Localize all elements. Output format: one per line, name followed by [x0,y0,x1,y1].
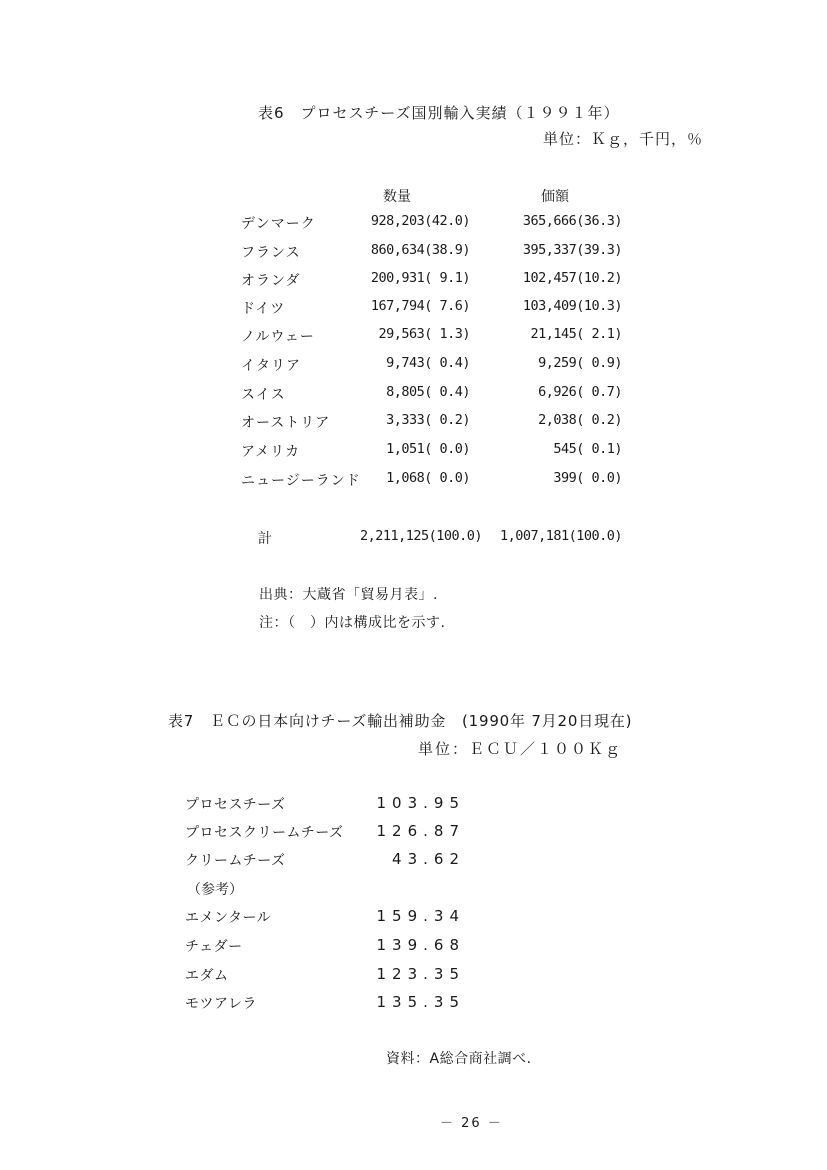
subsidy-value: 123.35 [376,965,465,983]
table-row [0,270,827,294]
quantity-cell: 3,333( 0.2) [386,412,470,428]
table-row [0,794,827,822]
table-row [0,384,827,408]
country-name: ニュージーランド [241,473,361,489]
reference-label: （参考） [187,882,243,898]
table6-source-note: 出典：大蔵省「貿易月表」. [259,587,438,603]
country-name: オランダ [241,273,301,289]
quantity-cell: 29,563( 1.3) [378,326,470,342]
table7-source: 資料：A総合商社調べ. [386,1051,532,1067]
quantity-cell: 928,203(42.0) [370,213,470,229]
table-row [0,965,827,993]
quantity-cell: 9,743( 0.4) [386,355,470,371]
subsidy-value: 135.35 [376,993,465,1011]
subsidy-value: 126.87 [376,822,465,840]
value-cell: 545( 0.1) [553,441,622,457]
country-name: アメリカ [241,444,301,460]
table-row [0,936,827,964]
table6-title: 表6 プロセスチーズ国別輸入実績（１９９１年） [258,104,620,122]
table6-header-value: 価額 [541,189,569,205]
quantity-cell: 1,051( 0.0) [386,441,470,457]
cheese-type: クリームチーズ [185,853,286,869]
subsidy-value: 43.62 [392,850,465,868]
table-row [0,470,827,494]
value-cell: 365,666(36.3) [522,213,622,229]
total-quantity: 2,211,125(100.0) [359,528,482,544]
table6-unit: 単位：Ｋｇ，千円，％ [543,130,704,148]
total-label: 計 [258,531,273,547]
table-row [0,441,827,465]
table-row [0,298,827,322]
table-row [0,850,827,878]
table7-title: 表7 ＥＣの日本向けチーズ輸出補助金 (1990年 7月20日現在) [168,712,633,730]
table7-unit: 単位：ＥＣＵ／１００Ｋｇ [418,740,623,758]
country-name: デンマーク [241,216,316,232]
value-cell: 395,337(39.3) [522,242,622,258]
quantity-cell: 1,068( 0.0) [386,470,470,486]
table-row [0,993,827,1021]
total-value: 1,007,181(100.0) [499,528,622,544]
table-row [0,907,827,935]
table6-composition-note: 注：（ ）内は構成比を示す. [259,615,446,631]
country-name: ドイツ [241,301,286,317]
value-cell: 103,409(10.3) [522,298,622,314]
value-cell: 9,259( 0.9) [538,355,622,371]
table-row [0,412,827,436]
country-name: スイス [241,387,286,403]
table6-header-qty: 数量 [383,189,411,205]
cheese-type: プロセスクリームチーズ [185,825,344,841]
cheese-type: エダム [185,968,229,984]
table-row [0,242,827,266]
country-name: フランス [241,245,301,261]
quantity-cell: 8,805( 0.4) [386,384,470,400]
subsidy-value: 139.68 [376,936,465,954]
country-name: イタリア [241,358,301,374]
quantity-cell: 167,794( 7.6) [370,298,470,314]
table-row [0,355,827,379]
quantity-cell: 200,931( 9.1) [370,270,470,286]
subsidy-value: 103.95 [376,794,465,812]
cheese-type: チェダー [185,939,243,955]
reference-heading-row [0,879,827,907]
page-number: － 26 － [440,1116,503,1131]
cheese-type: プロセスチーズ [185,797,286,813]
table6-total-row [0,528,827,552]
country-name: オーストリア [241,415,331,431]
table-row [0,822,827,850]
value-cell: 102,457(10.2) [522,270,622,286]
table-row [0,213,827,237]
country-name: ノルウェー [241,329,315,345]
quantity-cell: 860,634(38.9) [370,242,470,258]
cheese-type: エメンタール [185,910,272,926]
table-row [0,326,827,350]
value-cell: 6,926( 0.7) [538,384,622,400]
value-cell: 399( 0.0) [553,470,622,486]
subsidy-value: 159.34 [376,907,465,925]
cheese-type: モツアレラ [185,996,257,1012]
value-cell: 21,145( 2.1) [530,326,622,342]
value-cell: 2,038( 0.2) [538,412,622,428]
